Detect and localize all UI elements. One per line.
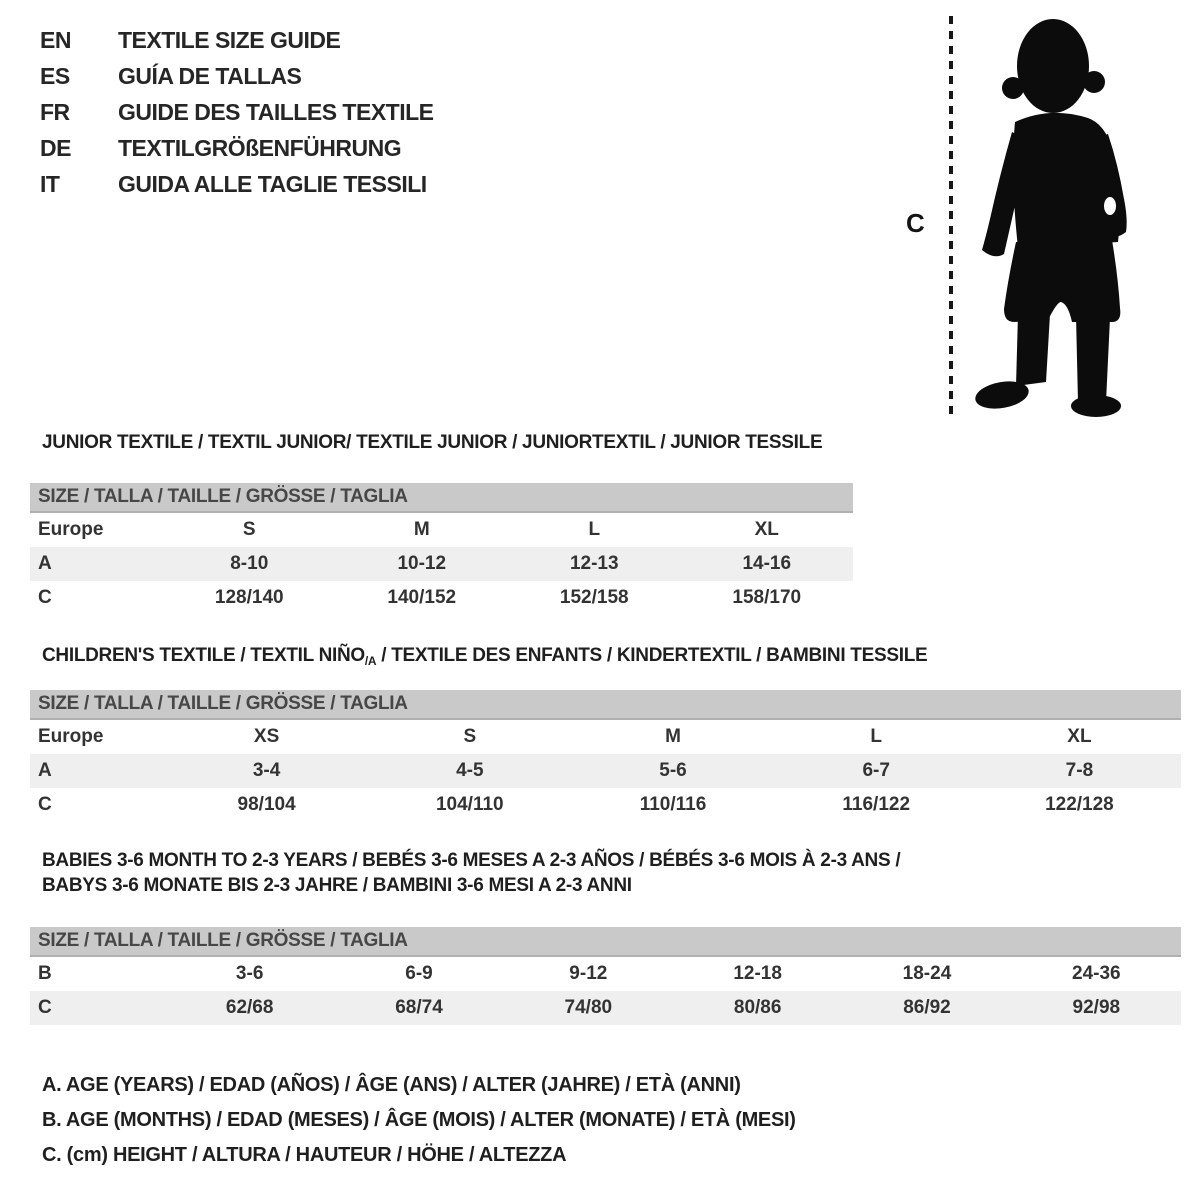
- table-cell: 140/152: [387, 587, 457, 608]
- table-cell: 3-6: [235, 963, 264, 984]
- table-cell: 18-24: [902, 963, 952, 984]
- section-heading: BABIES 3-6 MONTH TO 2-3 YEARS / BEBÉS 3-6 MESES A 2-3 AÑOS / BÉBÉS 3-6 MOIS À 2-3 ANS /: [42, 850, 901, 871]
- table-cell: 12-18: [733, 963, 782, 984]
- language-row: [40, 58, 434, 94]
- footnote-line: B. AGE (MONTHS) / EDAD (MESES) / ÂGE (MOIS) / ALTER (MONATE) / ETÀ (MESI): [42, 1109, 796, 1131]
- row-label: B: [38, 963, 52, 984]
- table-cell: 9-12: [569, 963, 608, 984]
- table-cell: XL: [1067, 726, 1092, 747]
- table-cell: M: [413, 519, 430, 540]
- language-title: TEXTILE SIZE GUIDE: [118, 26, 341, 53]
- section-heading: BABYS 3-6 MONATE BIS 2-3 JAHRE / BAMBINI 3-6 MESI A 2-3 ANNI: [42, 875, 632, 896]
- table-cell: 122/128: [1045, 794, 1114, 815]
- section-childrens-textile: [30, 643, 1181, 815]
- footnote-line: A. AGE (YEARS) / EDAD (AÑOS) / ÂGE (ANS) / ALTER (JAHRE) / ETÀ (ANNI): [42, 1074, 741, 1096]
- measure-c-label: C: [906, 208, 925, 238]
- table-cell: 68/74: [395, 997, 443, 1018]
- size-table: [30, 690, 1181, 822]
- footnote-line: C. (cm) HEIGHT / ALTURA / HAUTEUR / HÖHE / ALTEZZA: [42, 1144, 567, 1166]
- section-junior-textile: [30, 430, 853, 608]
- section-heading-text: / TEXTILE DES ENFANTS / KINDERTEXTIL / BAMBINI TESSILE: [376, 645, 928, 666]
- table-cell: 6-7: [862, 760, 890, 781]
- table-cell: XL: [754, 519, 779, 540]
- row-label: Europe: [38, 519, 104, 540]
- size-table-header: SIZE / TALLA / TAILLE / GRÖSSE / TAGLIA: [30, 483, 853, 513]
- language-code: EN: [40, 26, 71, 53]
- table-row: [30, 788, 1181, 822]
- section-heading: [30, 643, 1181, 674]
- table-cell: 8-10: [230, 553, 269, 574]
- section-babies-textile: [30, 848, 1181, 1018]
- table-cell: 7-8: [1065, 760, 1094, 781]
- language-title: TEXTILGRÖßENFÜHRUNG: [118, 134, 402, 161]
- table-cell: 74/80: [564, 997, 613, 1018]
- table-row: [30, 547, 853, 581]
- row-label: C: [38, 587, 52, 608]
- language-row: [40, 166, 434, 202]
- table-row: [30, 720, 1181, 754]
- language-title-list: [40, 22, 434, 202]
- language-row: [40, 94, 434, 130]
- language-title: GUIDE DES TAILLES TEXTILE: [118, 98, 434, 125]
- table-cell: 152/158: [559, 587, 629, 608]
- toddler-silhouette-icon: [960, 14, 1150, 424]
- language-code: ES: [40, 62, 70, 89]
- table-cell: 86/92: [903, 997, 951, 1018]
- table-cell: L: [870, 726, 883, 747]
- table-cell: 80/86: [733, 997, 782, 1018]
- table-cell: L: [588, 519, 601, 540]
- table-cell: 12-13: [569, 553, 619, 574]
- size-table: [30, 927, 1181, 1025]
- size-table-header: SIZE / TALLA / TAILLE / GRÖSSE / TAGLIA: [30, 927, 1181, 957]
- table-cell: 92/98: [1072, 997, 1121, 1018]
- table-row: [30, 991, 1181, 1025]
- table-row: [30, 754, 1181, 788]
- section-heading-subscript: /A: [364, 654, 377, 668]
- row-label: C: [38, 794, 52, 815]
- language-code: DE: [40, 134, 71, 161]
- table-cell: S: [242, 519, 256, 540]
- table-cell: 4-5: [456, 760, 484, 781]
- table-cell: 10-12: [397, 553, 447, 574]
- language-title: GUÍA DE TALLAS: [118, 62, 302, 89]
- table-cell: 104/110: [435, 794, 504, 815]
- table-cell: 110/116: [639, 794, 707, 815]
- table-cell: 24-36: [1072, 963, 1121, 984]
- language-row: [40, 130, 434, 166]
- table-row: [30, 957, 1181, 991]
- table-cell: 5-6: [659, 760, 687, 781]
- section-heading: JUNIOR TEXTILE / TEXTIL JUNIOR/ TEXTILE JUNIOR / JUNIORTEXTIL / JUNIOR TESSILE: [42, 432, 823, 453]
- table-cell: 158/170: [732, 587, 802, 608]
- size-table-header: SIZE / TALLA / TAILLE / GRÖSSE / TAGLIA: [30, 690, 1181, 720]
- table-cell: XS: [253, 726, 280, 747]
- table-cell: 3-4: [252, 760, 281, 781]
- language-code: FR: [40, 98, 70, 125]
- table-row: [30, 581, 853, 615]
- table-cell: 6-9: [405, 963, 433, 984]
- table-cell: 116/122: [842, 794, 911, 815]
- table-cell: 128/140: [214, 587, 284, 608]
- table-row: [30, 513, 853, 547]
- table-cell: M: [665, 726, 681, 747]
- language-row: [40, 22, 434, 58]
- row-label: A: [38, 553, 52, 574]
- height-dashed-line: [949, 16, 953, 416]
- language-code: IT: [40, 170, 60, 197]
- table-cell: 14-16: [742, 553, 792, 574]
- row-label: Europe: [38, 726, 104, 747]
- language-title: GUIDA ALLE TAGLIE TESSILI: [118, 170, 427, 197]
- footnotes: [42, 1068, 796, 1173]
- size-table: [30, 483, 853, 615]
- table-cell: S: [463, 726, 477, 747]
- table-cell: 62/68: [225, 997, 274, 1018]
- row-label: C: [38, 997, 52, 1018]
- row-label: A: [38, 760, 52, 781]
- section-heading-text: CHILDREN'S TEXTILE / TEXTIL NIÑO: [42, 645, 365, 666]
- table-cell: 98/104: [237, 794, 296, 815]
